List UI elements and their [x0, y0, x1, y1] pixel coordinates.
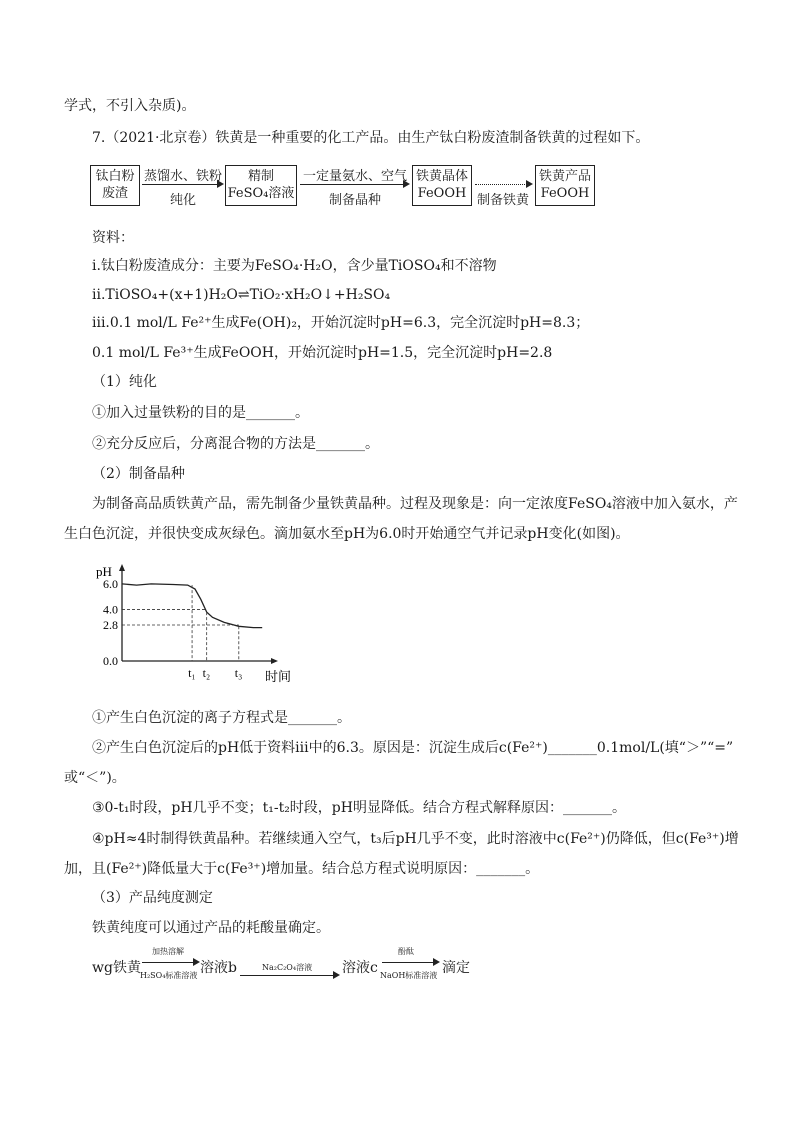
x-axis-label: 时间	[265, 669, 292, 684]
x-tick-label: t₁	[188, 666, 196, 680]
flow-box-waste-line1: 钛白粉	[95, 169, 135, 184]
part2-text-line2: 生白色沉淀，并很快变成灰绿色。滴加氨水至pH为6.0时开始通空气并记录pH变化(如图)。	[64, 526, 630, 542]
part1-heading: （1）纯化	[92, 374, 157, 390]
flow-box-feso4-line1: 精制	[247, 169, 274, 184]
titration-arrow1-bottom: H₂SO₄标准溶液	[140, 971, 198, 980]
y-axis-arrowhead	[119, 564, 125, 571]
titration-end: 滴定	[442, 960, 470, 976]
materials-heading: 资料：	[92, 230, 134, 246]
part3-text: 铁黄纯度可以通过产品的耗酸量确定。	[92, 920, 330, 936]
arrow2	[300, 184, 408, 185]
y-tick-label: 2.8	[103, 618, 118, 632]
titration-arrow3-top: 酚酞	[398, 947, 414, 956]
flow-box-product-line2: FeOOH	[540, 186, 590, 201]
continuation-line: 学式，不引入杂质)。	[64, 98, 196, 114]
flow-box-crystal	[412, 165, 472, 206]
titration-arrow2	[240, 975, 338, 976]
question-7-stem: 7.（2021·北京卷）铁黄是一种重要的化工产品。由生产钛白粉废渣制备铁黄的过程如下。	[92, 130, 650, 146]
part1-q1: ①加入过量铁粉的目的是_______。	[92, 405, 309, 421]
part2-q4-line1: ④pH≈4时制得铁黄晶种。若继续通入空气，t₃后pH几乎不变，此时溶液中c(Fe²⁺)仍降低，但c(Fe³⁺)增	[92, 831, 739, 847]
material-ii: ii.TiOSO₄+(x+1)H₂O⇌TiO₂·xH₂O↓+H₂SO₄	[92, 287, 391, 303]
part2-q3: ③0-t₁时段，pH几乎不变；t₁-t₂时段，pH明显降低。结合方程式解释原因：_______。	[92, 800, 626, 816]
part2-q4-line2: 加，且(Fe²⁺)降低量大于c(Fe³⁺)增加量。结合总方程式说明原因：_______。	[64, 861, 540, 877]
part2-heading: （2）制备晶种	[92, 466, 185, 482]
part2-q2-line1: ②产生白色沉淀后的pH低于资料iii中的6.3。原因是：沉淀生成后c(Fe²⁺)_______0.1mol/L(填“＞”“=”	[92, 740, 734, 756]
titration-solution-b: 溶液b	[200, 960, 237, 976]
flow-box-waste-line2: 废渣	[101, 186, 128, 201]
material-i: i.钛白粉废渣成分：主要为FeSO₄·H₂O，含少量TiOSO₄和不溶物	[92, 258, 497, 274]
arrow2-bottom-label: 制备晶种	[328, 193, 381, 208]
arrow1-top-label: 蒸馏水、铁粉	[143, 169, 222, 184]
titration-arrow1	[142, 962, 198, 963]
part2-text-line1: 为制备高品质铁黄产品，需先制备少量铁黄晶种。过程及现象是：向一定浓度FeSO₄溶液中加入氨水，产	[92, 496, 738, 512]
y-axis-label: pH	[96, 564, 112, 579]
y-tick-label: 0.0	[103, 654, 118, 668]
x-tick-label: t₂	[202, 666, 211, 680]
x-tick-label: t₃	[234, 666, 243, 680]
titration-solution-c: 溶液c	[342, 960, 378, 976]
arrow2-top-label: 一定量氨水、空气	[302, 169, 407, 184]
ph-time-chart	[90, 560, 300, 690]
y-tick-label: 4.0	[103, 602, 118, 617]
flow-box-product	[535, 165, 595, 206]
arrow3-dotted	[475, 184, 531, 185]
x-axis-arrowhead	[271, 658, 278, 664]
material-iii-a: iii.0.1 mol/L Fe²⁺生成Fe(OH)₂，开始沉淀时pH=6.3，完全沉淀时pH=8.3；	[92, 315, 590, 331]
titration-arrow1-top: 加热溶解	[152, 947, 184, 956]
flow-box-product-line1: 铁黄产品	[538, 169, 591, 184]
titration-arrow2-top: Na₂C₂O₄溶液	[262, 963, 313, 972]
flow-box-waste	[90, 165, 140, 206]
flow-box-feso4-line2: FeSO₄溶液	[227, 186, 295, 201]
y-tick-label: 6.0	[103, 576, 118, 591]
arrow3-label: 制备铁黄	[476, 193, 529, 208]
titration-arrow3	[382, 962, 438, 963]
arrow1	[142, 184, 222, 185]
part2-q1: ①产生白色沉淀的离子方程式是_______。	[92, 710, 351, 726]
flow-box-feso4	[225, 165, 297, 206]
part3-heading: （3）产品纯度测定	[92, 890, 213, 906]
part1-q2: ②充分反应后，分离混合物的方法是_______。	[92, 436, 379, 452]
titration-arrow3-bottom: NaOH标准溶液	[380, 971, 438, 980]
flow-box-crystal-line2: FeOOH	[417, 186, 467, 201]
flow-box-crystal-line1: 铁黄晶体	[415, 169, 468, 184]
part2-q2-line2: 或“＜”)。	[64, 770, 126, 786]
titration-start: wg铁黄	[92, 960, 141, 976]
material-iii-b: 0.1 mol/L Fe³⁺生成FeOOH，开始沉淀时pH=1.5，完全沉淀时pH=2.8	[92, 345, 553, 361]
arrow1-bottom-label: 纯化	[169, 193, 196, 208]
